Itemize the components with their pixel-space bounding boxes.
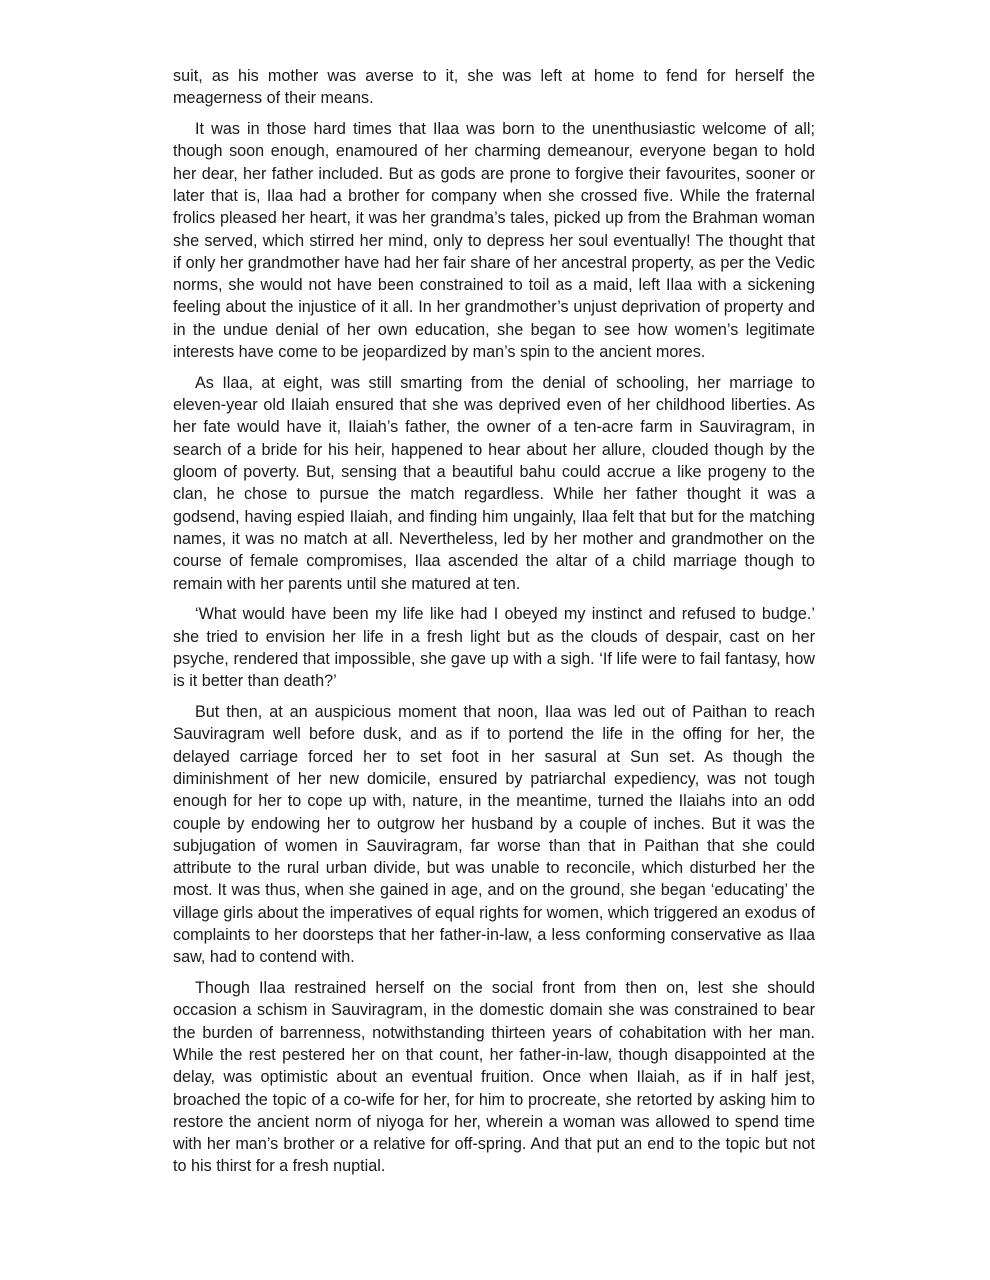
paragraph: ‘What would have been my life like had I obeyed my instinct and refused to budge.’ she tried to envision her life in a fresh light but as the clouds of despair, cast on her psyche, rendered that impossible, she gave up with a sigh. ‘If life were to fail fantasy, how is it better than death?’ (173, 605, 815, 691)
paragraph: It was in those hard times that Ilaa was born to the unenthusiastic welcome of all; though soon enough, enamoured of her charming demeanour, everyone began to hold her dear, her father included. But as gods are prone to forgive their favourites, sooner or later that is, Ilaa had a brother for company when she crossed five. While the fraternal frolics pleased her heart, it was her grandma’s tales, picked up from the Brahman woman she served, which stirred her mind, only to depress her soul eventually! The thought that if only her grandmother have had her fair share of her ancestral property, as per the Vedic norms, she would not have been constrained to toil as a maid, left Ilaa with a sickening feeling about the injustice of it all. In her grandmother’s unjust deprivation of property and in the undue denial of her own education, she began to see how women’s legitimate interests have come to be jeopardized by man’s spin to the ancient mores. (173, 120, 815, 362)
paragraph: As Ilaa, at eight, was still smarting from the denial of schooling, her marriage to eleven-year old Ilaiah ensured that she was deprived even of her childhood liberties. As her fate would have it, Ilaiah’s father, the owner of a ten-acre farm in Sauviragram, in search of a bride for his heir, happened to hear about her allure, clouded though by the gloom of poverty. But, sensing that a beautiful bahu could accrue a like progeny to the clan, he chose to pursue the match regardless. While her father thought it was a godsend, having espied Ilaiah, and finding him ungainly, Ilaa felt that but for the matching names, it was no match at all. Nevertheless, led by her mother and grandmother on the course of female compromises, Ilaa ascended the altar of a child marriage though to remain with her parents until she matured at ten. (173, 373, 815, 593)
page-body (173, 65, 815, 1186)
paragraph: But then, at an auspicious moment that noon, Ilaa was led out of Paithan to reach Sauviragram well before dusk, and as if to portend the life in the offing for her, the delayed carriage forced her to set foot in her sasural at Sun set. As though the diminishment of her new domicile, ensured by patriarchal expediency, was not tough enough for her to cope up with, nature, in the meantime, turned the Ilaiahs into an odd couple by endowing her to outgrow her husband by a couple of inches. But it was the subjugation of women in Sauviragram, far worse than that in Paithan that she could attribute to the rural urban divide, but was unable to reconcile, which disturbed her the most. It was thus, when she gained in age, and on the ground, she began ‘educating’ the village girls about the imperatives of equal rights for women, which triggered an exodus of complaints to her doorsteps that her father-in-law, a less conforming conservative as Ilaa saw, had to contend with. (173, 703, 815, 967)
paragraph: Though Ilaa restrained herself on the social front from then on, lest she should occasion a schism in Sauviragram, in the domestic domain she was constrained to bear the burden of barrenness, notwithstanding thirteen years of cohabitation with her man. While the rest pestered her on that count, her father-in-law, though disappointed at the delay, was optimistic about an eventual fruition. Once when Ilaiah, as if in half jest, broached the topic of a co-wife for her, for him to procreate, she retorted by asking him to restore the ancient norm of niyoga for her, wherein a woman was allowed to spend time with her man’s brother or a relative for off-spring. And that put an end to the topic but not to his thirst for a fresh nuptial. (173, 979, 815, 1176)
paragraph-continuation: suit, as his mother was averse to it, she was left at home to fend for herself the meagerness of their means. (173, 67, 815, 108)
